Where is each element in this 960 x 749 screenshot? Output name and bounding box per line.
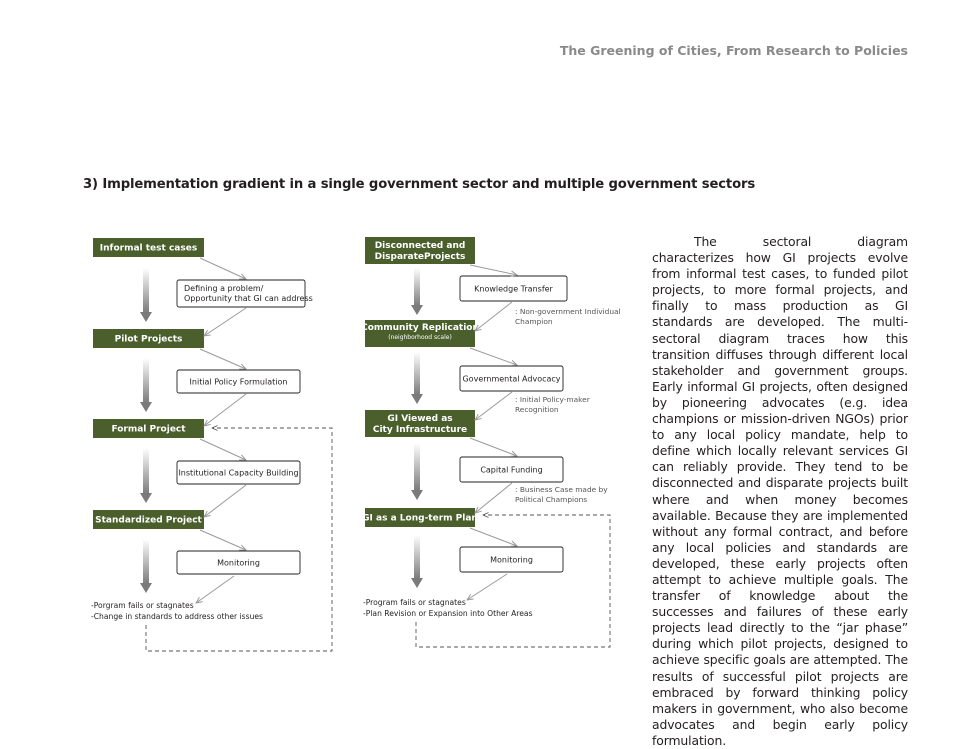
stage-box-1-label: Informal test cases <box>99 243 198 254</box>
ms-action-box-3-label: Capital Funding <box>480 465 543 475</box>
section-title: 3) Implementation gradient in a single government sector and multiple government sectors <box>83 177 756 192</box>
outcome-line-1: -Porgram fails or stagnates <box>91 601 194 610</box>
ms-stage-box-4 <box>362 508 478 527</box>
ms-stage-box-1-label-1: Disconnected and <box>374 241 466 251</box>
champion-note-1-line-2: Champion <box>515 317 553 326</box>
stage-box-1 <box>93 238 204 257</box>
ms-action-box-1 <box>460 276 567 301</box>
action-box-2 <box>177 370 300 393</box>
ms-stage-box-2-label: Community Replication <box>361 323 479 333</box>
flow-arrow-5 <box>200 439 246 460</box>
stage-box-2-label: Pilot Projects <box>114 334 183 345</box>
ms-outcome-line-1: -Program fails or stagnates <box>363 598 466 607</box>
action-box-1 <box>177 280 313 307</box>
flow-arrow-2 <box>204 308 246 336</box>
ms-stage-box-2 <box>361 320 479 347</box>
stage-arrow-2 <box>140 358 152 412</box>
ms-action-box-2-label: Governmental Advocacy <box>462 374 561 384</box>
ms-feedback-loop-line <box>416 515 610 647</box>
ms-flow-arrow-1 <box>470 265 517 275</box>
flow-arrow-6 <box>204 485 246 517</box>
single-sector-diagram <box>91 238 332 651</box>
ms-stage-arrow-3 <box>411 443 423 500</box>
stage-arrow-3 <box>140 448 152 503</box>
ms-outcome-line-2: -Plan Revision or Expansion into Other Areas <box>363 609 533 618</box>
ms-stage-box-1 <box>365 237 475 264</box>
stage-box-4-label: Standardized Project <box>95 515 202 526</box>
action-box-3-label: Institutional Capacity Building <box>178 468 299 478</box>
ms-flow-arrow-8 <box>467 574 507 600</box>
champion-note-3-line-2: Political Champions <box>515 495 588 504</box>
ms-flow-arrow-3 <box>470 348 517 365</box>
flow-arrow-7 <box>200 530 246 550</box>
champion-note-2-line-1: : Initial Policy-maker <box>515 395 590 404</box>
action-box-3 <box>177 461 300 484</box>
stage-box-4 <box>93 510 204 529</box>
champion-note-3-line-1: : Business Case made by <box>515 485 608 494</box>
champion-note-1-line-1: : Non-government Individual <box>515 307 621 316</box>
ms-action-box-3 <box>460 457 563 482</box>
action-box-4-label: Monitoring <box>217 558 260 568</box>
ms-flow-arrow-2 <box>475 302 512 331</box>
ms-flow-arrow-7 <box>470 528 517 546</box>
stage-box-3 <box>93 419 204 438</box>
champion-note-2-line-2: Recognition <box>515 405 559 414</box>
flow-arrow-3 <box>200 349 246 369</box>
ms-flow-arrow-5 <box>470 438 517 456</box>
ms-action-box-4-label: Monitoring <box>490 555 533 565</box>
running-header: The Greening of Cities, From Research to Policies <box>559 43 908 58</box>
action-box-1-label-2: Opportunity that GI can address <box>184 294 313 303</box>
action-box-4 <box>177 551 300 574</box>
ms-stage-arrow-4 <box>411 535 423 588</box>
multi-sector-diagram <box>361 237 621 647</box>
ms-stage-box-1-label-2: DisparateProjects <box>374 252 466 262</box>
ms-stage-box-4-label: GI as a Long-term Plan <box>362 513 478 524</box>
ms-flow-arrow-4 <box>475 392 512 420</box>
ms-stage-box-3-label-2: City Infrastructure <box>372 425 468 435</box>
stage-arrow-1 <box>140 268 152 322</box>
flow-arrow-8 <box>196 576 234 603</box>
ms-action-box-4 <box>460 547 563 572</box>
description-paragraph: The sectoral diagram characterizes how GI projects evolve from informal test cases, to funded pilot projects, to more formal projects, and finally to mass production as GI standards are developed. The multi-sectoral diagram traces how this transition diffuses through different local stakeholder and government groups. Early informal GI projects, often designed by pioneering advocates (e.g. idea champions or mission-driven NGOs) prior to any local policy mandate, help to define which locally relevant services GI can reliably provide. They tend to be disconnected and disparate projects built where and when money becomes available. Because they are implemented without any formal contract, and before any local policies and standards are developed, these early projects often attempt to achieve multiple goals. The transfer of knowledge about the successes and failures of these early projects lead directly to the “jar phase” during which pilot projects, designed to achieve specific goals are attempted. The results of successful pilot projects are embraced by forward thinking policy makers in government, who also become advocates and begin early policy formulation. <box>652 234 908 748</box>
ms-action-box-1-label: Knowledge Transfer <box>474 284 553 294</box>
ms-stage-arrow-2 <box>411 352 423 404</box>
ms-stage-box-3 <box>365 410 475 437</box>
ms-stage-box-3-label-1: GI Viewed as <box>387 414 453 424</box>
stage-arrow-4 <box>140 539 152 593</box>
flow-arrow-1 <box>200 258 246 279</box>
outcome-line-2: -Change in standards to address other issues <box>91 612 264 621</box>
flow-arrow-4 <box>204 394 246 426</box>
stage-box-2 <box>93 329 204 348</box>
ms-action-box-2 <box>460 366 563 391</box>
ms-flow-arrow-6 <box>475 483 512 513</box>
action-box-2-label: Initial Policy Formulation <box>189 377 288 387</box>
ms-stage-arrow-1 <box>411 268 423 315</box>
ms-stage-box-2-sublabel: (neighborhood scale) <box>388 334 452 341</box>
stage-box-3-label: Formal Project <box>111 424 186 435</box>
action-box-1-label-1: Defining a problem/ <box>184 284 264 293</box>
